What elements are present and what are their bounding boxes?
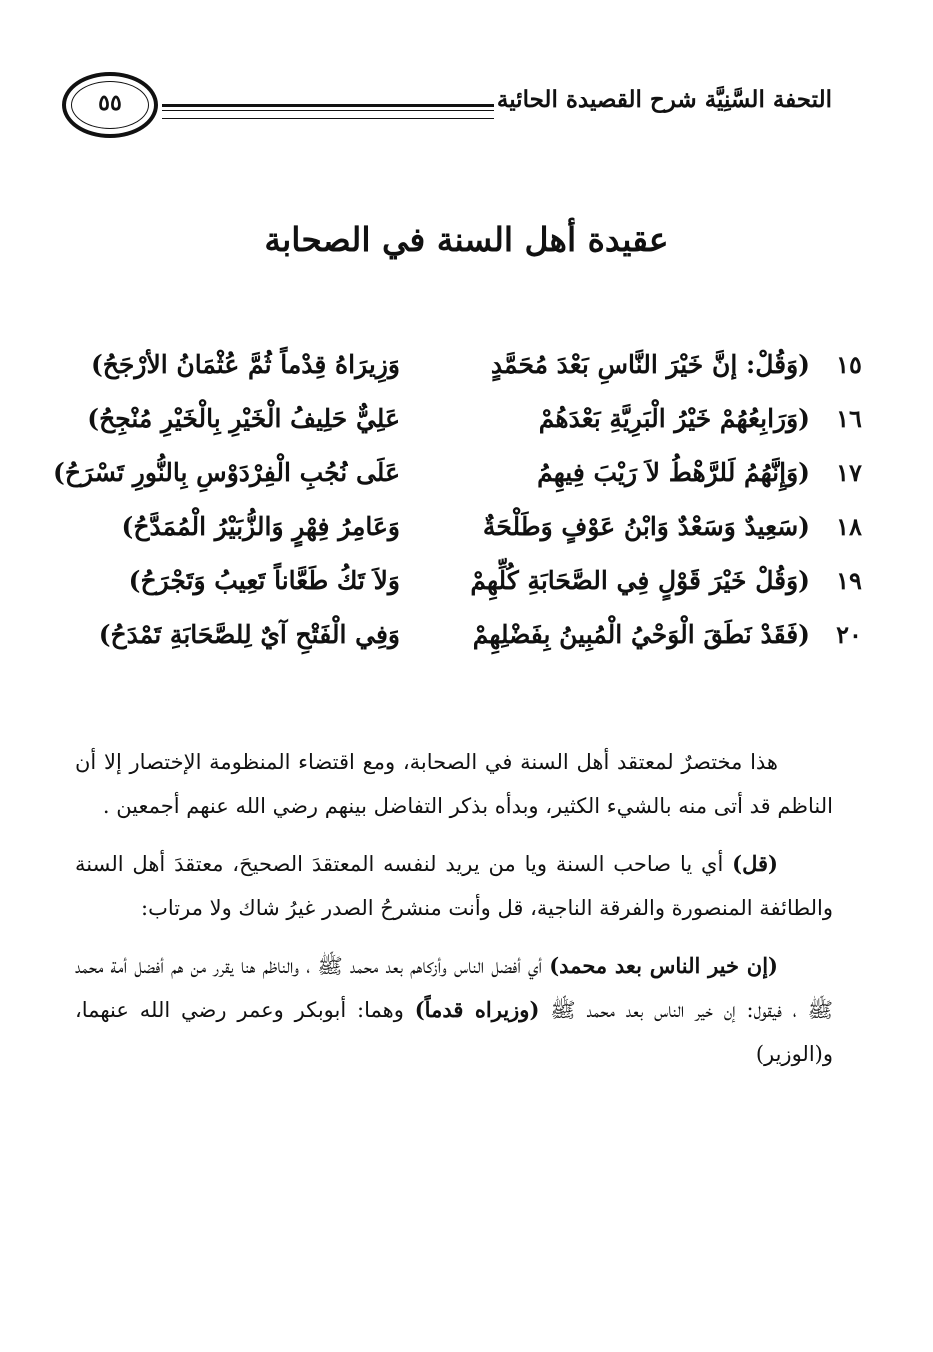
book-title: التحفة السَّنِيَّة شرح القصيدة الحائية [496, 86, 832, 113]
commentary [75, 740, 833, 1090]
verse-number: ٢٠ [836, 620, 862, 649]
verse-row [40, 350, 870, 404]
section-title: عقيدة أهل السنة في الصحابة [264, 220, 669, 259]
verse-row [40, 512, 870, 566]
paragraph-text: أي أفضل الناس وأزكاهم بعد محمد ﷺ ، والناظم هنا يقرر من هم أفضل أمة محمد ﷺ ، فيقول: إن خير الناس بعد محمد ﷺ [75, 954, 833, 1022]
commentary-paragraph-3 [75, 944, 833, 1076]
verse-number: ١٦ [836, 404, 862, 433]
commentary-paragraph-2 [75, 842, 833, 930]
verse-second-hemistich: وَفِي الْفَتْحِ آيٌ لِلصَّحَابَةِ تَمْدَحُ) [98, 620, 400, 649]
running-header [62, 72, 832, 147]
poem [40, 350, 870, 674]
verse-second-hemistich: عَلِيٌّ حَلِيفُ الْخَيْرِ بِالْخَيْرِ مُنْجِحُ) [87, 404, 400, 433]
verse-number: ١٧ [836, 458, 862, 487]
quoted-phrase: (قل) [732, 851, 778, 876]
verse-first-hemistich: (وَقُلْ خَيْرَ قَوْلٍ فِي الصَّحَابَةِ كُلِّهِمْ [470, 566, 810, 595]
verse-first-hemistich: (وَقُلْ: إنَّ خَيْرَ النَّاسِ بَعْدَ مُحَمَّدٍ [490, 350, 810, 379]
page-number-oval [62, 72, 158, 138]
verse-second-hemistich: وَزِيرَاهُ قِدْماً ثُمَّ عُثْمَانُ الأرْجَحُ) [90, 350, 400, 379]
page-number: ٥٥ [98, 90, 122, 116]
quoted-phrase: (وزيراه قدماً) [414, 997, 540, 1022]
quoted-phrase: (إن خير الناس بعد محمد) [549, 953, 778, 978]
header-rule [162, 104, 494, 119]
verse-row [40, 566, 870, 620]
verse-second-hemistich: وَعَامِرُ فِهْرٍ وَالزُّبَيْرُ الْمُمَدَّحُ) [121, 512, 400, 541]
verse-first-hemistich: (وَإِنَّهُمُ لَلرَّهْطُ لاَ رَيْبَ فِيهِمُ [537, 458, 810, 487]
verse-second-hemistich: وَلاَ تَكُ طَعَّاناً تَعِيبُ وَتَجْرَحُ) [128, 566, 400, 595]
verse-number: ١٥ [836, 350, 862, 379]
paragraph-text: أي يا صاحب السنة ويا من يريد لنفسه المعتقدَ الصحيحَ، معتقدَ أهل السنة والطائفة المنصورة والفرقة الناجية، قل وأنت منشرحُ الصدر غيرُ شاك ولا مرتاب: [75, 852, 833, 920]
verse-number: ١٩ [836, 566, 862, 595]
verse-row [40, 620, 870, 674]
paragraph-text: وهما: أبوبكر وعمر رضي الله عنهما، و(الوزير) [75, 998, 833, 1066]
verse-number: ١٨ [836, 512, 862, 541]
verse-first-hemistich: (سَعِيدٌ وَسَعْدٌ وَابْنُ عَوْفٍ وَطَلْحَةٌ [482, 512, 810, 541]
commentary-paragraph-1: هذا مختصرٌ لمعتقد أهل السنة في الصحابة، ومع اقتضاء المنظومة الإختصار إلا أن الناظم قد أتى منه بالشيء الكثير، وبدأه بذكر التفاضل بينهم رضي الله عنهم أجمعين . [75, 750, 833, 818]
verse-row [40, 404, 870, 458]
verse-first-hemistich: (فَقَدْ نَطَقَ الْوَحْيُ الْمُبِينُ بِفَضْلِهِمْ [472, 620, 810, 649]
verse-first-hemistich: (وَرَابِعُهُمْ خَيْرُ الْبَرِيَّةِ بَعْدَهُمْ [538, 404, 810, 433]
verse-row [40, 458, 870, 512]
verse-second-hemistich: عَلَى نُجُبِ الْفِرْدَوْسِ بِالنُّورِ تَسْرَحُ) [53, 458, 400, 487]
